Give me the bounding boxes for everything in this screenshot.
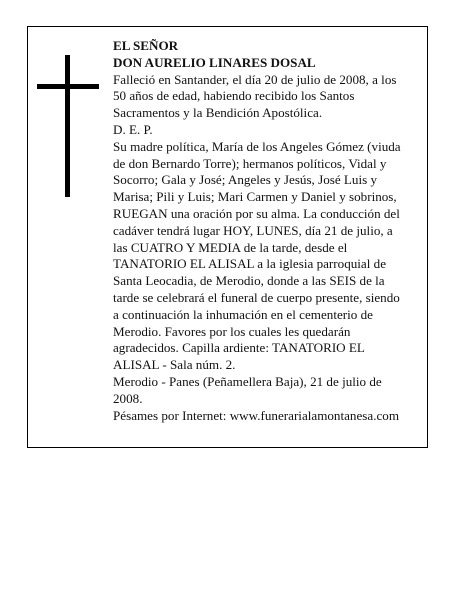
text-line: Su madre política, María de los Angeles Gómez (viuda [113, 138, 401, 154]
text-line: Merodio. Favores por los cuales les quedarán [113, 323, 351, 339]
text-line: a continuación la inhumación en el cementerio de [113, 306, 373, 322]
text-line: agradecidos. Capilla ardiente: TANATORIO EL [113, 340, 365, 356]
text-line: de don Bernardo Torre); hermanos políticos, Vidal y [113, 155, 387, 171]
obituary-text [113, 38, 423, 424]
text-line: Socorro; Gala y José; Angeles y Jesús, José Luis y [113, 172, 378, 188]
text-line: Falleció en Santander, el día 20 de julio de 2008, a los [113, 71, 397, 87]
text-line: 2008. [113, 390, 143, 406]
text-line: Marisa; Pili y Luis; Mari Carmen y Daniel y sobrinos, [113, 189, 397, 205]
text-line: 50 años de edad, habiendo recibido los Santos [113, 88, 355, 104]
text-line: las CUATRO Y MEDIA de la tarde, desde el [113, 239, 348, 255]
text-line: cadáver tendrá lugar HOY, LUNES, día 21 de julio, a [113, 222, 393, 238]
text-line: Merodio - Panes (Peñamellera Baja), 21 de julio de [113, 373, 382, 389]
text-line: TANATORIO EL ALISAL a la iglesia parroquial de [113, 256, 387, 272]
text-line: Sacramentos y la Bendición Apostólica. [113, 105, 323, 121]
cross-vertical-bar [65, 55, 70, 197]
cross-icon [37, 55, 99, 197]
text-line: RUEGAN una oración por su alma. La conducción del [113, 205, 400, 221]
heading-title: EL SEÑOR [113, 38, 179, 53]
cross-horizontal-bar [37, 84, 99, 89]
text-line: ALISAL - Sala núm. 2. [113, 357, 236, 373]
text-line: tarde se celebrará el funeral de cuerpo presente, siendo [113, 289, 400, 305]
text-line: Santa Leocadia, de Merodio, donde a las SEIS de la [113, 273, 385, 289]
text-line: Pésames por Internet: www.funerarialamontanesa.com [113, 407, 400, 423]
text-line: D. E. P. [113, 121, 153, 137]
deceased-name: DON AURELIO LINARES DOSAL [113, 54, 316, 70]
